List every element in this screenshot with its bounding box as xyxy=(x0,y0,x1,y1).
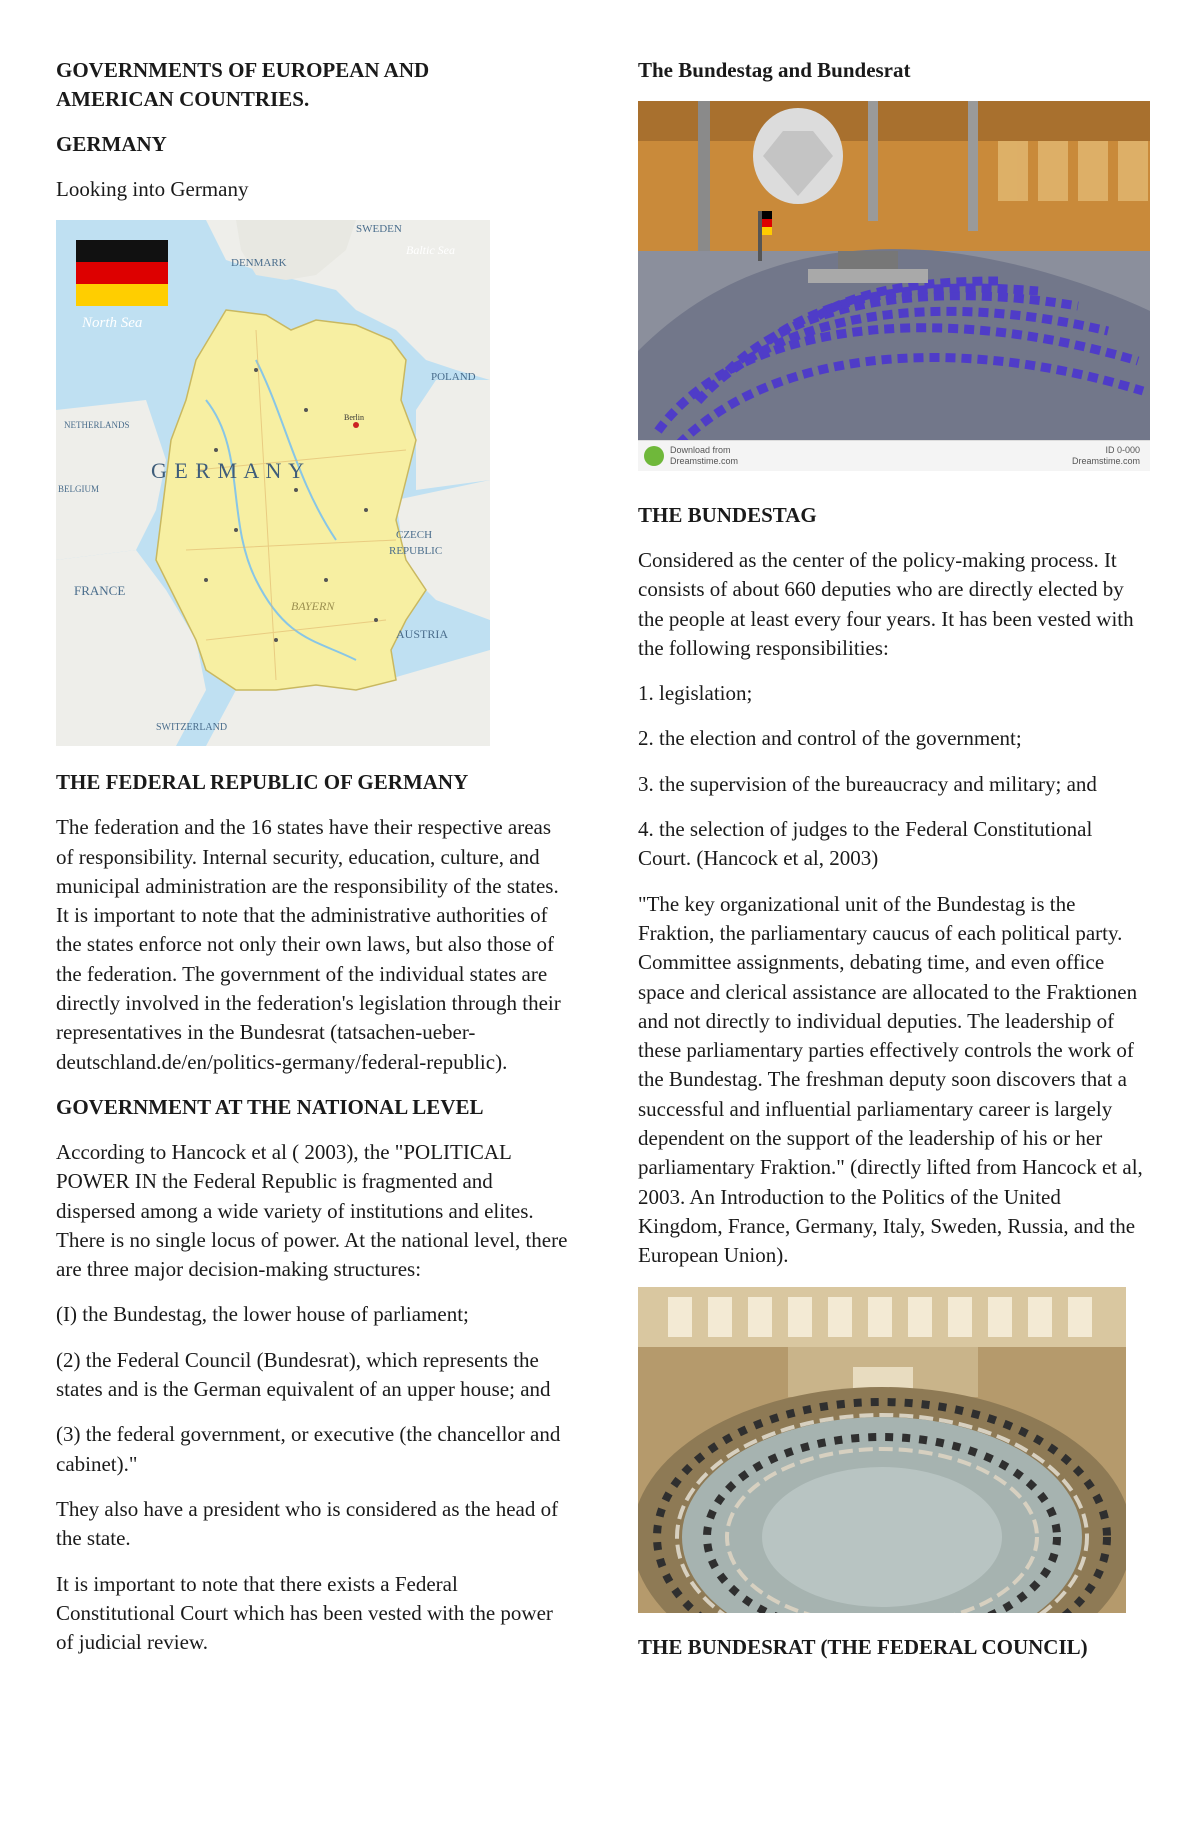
bundestag-heading: THE BUNDESTAG xyxy=(638,503,817,527)
map-label-austria: AUSTRIA xyxy=(396,627,449,642)
map-label-bayern: BAYERN xyxy=(291,599,335,614)
bundesrat-photo xyxy=(638,1287,1126,1613)
bundestag-photo xyxy=(638,101,1150,471)
dreamstime-logo-icon xyxy=(644,446,664,466)
structure-item-1: (I) the Bundestag, the lower house of parliament; xyxy=(56,1302,469,1327)
responsibility-2: 2. the election and control of the government; xyxy=(638,726,1022,751)
bundesrat-heading: THE BUNDESRAT (THE FEDERAL COUNCIL) xyxy=(638,1634,1088,1659)
court-paragraph: It is important to note that there exists a Federal Constitutional Court which has been vested with the power of judicial review. xyxy=(56,1571,553,1655)
germany-map-graphic xyxy=(56,220,490,746)
watermark-text xyxy=(670,445,738,467)
bundesrat-photo-graphic xyxy=(638,1287,1126,1613)
map-label-belgium: BELGIUM xyxy=(58,484,99,495)
map-label-netherlands: NETHERLANDS xyxy=(64,420,130,431)
map-label-france: FRANCE xyxy=(74,583,126,599)
structure-item-3: (3) the federal government, or executive (the chancellor and cabinet)." xyxy=(56,1422,561,1476)
bundestag-bundesrat-heading: The Bundestag and Bundesrat xyxy=(638,58,911,82)
intro-text: Looking into Germany xyxy=(56,177,249,201)
watermark-line-2: Dreamstime.com xyxy=(670,456,739,466)
national-level-paragraph: According to Hancock et al ( 2003), the "POLITICAL POWER IN the Federal Republic is fragmented and dispersed among a wide variety of institutions and elites. There is no single locus of power. At the national level, there are three major decision-making structures: xyxy=(56,1139,568,1282)
country-heading: GERMANY xyxy=(56,132,167,156)
responsibility-1: 1. legislation; xyxy=(638,681,753,706)
map-label-baltic: Baltic Sea xyxy=(406,243,455,258)
watermark-line-1: Download from xyxy=(670,445,731,455)
responsibility-4: 4. the selection of judges to the Federal Constitutional Court. (Hancock et al, 2003) xyxy=(638,817,1093,871)
map-label-north-sea: North Sea xyxy=(82,315,143,332)
frg-paragraph: The federation and the 16 states have their respective areas of responsibility. Internal security, education, culture, and municipal administration are the responsibility of the states. It is important to note that the administrative authorities of the states enforce not only their own laws, but also those of the federation. The government of the individual states are directly involved in the federation's legislation through their representatives in the Bundesrat (tatsachen-ueber-deutschland.de/en/politics-germany/federal-republic). xyxy=(56,815,561,1074)
map-label-poland: POLAND xyxy=(431,371,476,384)
watermark-id-2: Dreamstime.com xyxy=(1071,456,1140,466)
map-label-republic: REPUBLIC xyxy=(389,545,443,558)
title-line-1: GOVERNMENTS OF EUROPEAN AND xyxy=(56,58,430,82)
bundestag-paragraph: Considered as the center of the policy-making process. It consists of about 660 deputies who are directly elected by the people at least every four years. It has been vested with the following responsibilities: xyxy=(638,548,1134,660)
fraktion-paragraph: "The key organizational unit of the Bundestag is the Fraktion, the parliamentary caucus of each political party. Committee assignments, debating time, and even office space and clerical assistance are allocated to the Fraktionen and not directly to individual deputies. The leadership of these parliamentary parties effectively controls the work of the Bundestag. The freshman deputy soon discovers that a successful and influential parliamentary career is largely dependent on the support of the leadership of his or her parliamentary Fraktion." (directly lifted from Hancock et al, 2003. An Introduction to the Politics of the United Kingdom, France, Germany, Italy, Sweden, Russia, and the European Union). xyxy=(638,891,1143,1268)
germany-map xyxy=(56,220,490,746)
map-label-denmark: DENMARK xyxy=(231,257,287,270)
national-level-heading: GOVERNMENT AT THE NATIONAL LEVEL xyxy=(56,1094,484,1119)
map-label-czech: CZECH xyxy=(396,529,433,542)
map-label-berlin: Berlin xyxy=(344,413,364,423)
right-column xyxy=(638,56,1148,1678)
frg-heading: THE FEDERAL REPUBLIC OF GERMANY xyxy=(56,770,469,795)
watermark-id-1: ID 0-000 xyxy=(1105,445,1140,455)
document-title xyxy=(56,56,572,114)
title-line-2: AMERICAN COUNTRIES. xyxy=(56,87,310,111)
responsibility-3: 3. the supervision of the bureaucracy and military; and xyxy=(638,771,1097,796)
president-paragraph: They also have a president who is considered as the head of the state. xyxy=(56,1496,559,1551)
bundestag-photo-graphic xyxy=(638,101,1150,471)
watermark-id xyxy=(1072,445,1140,467)
photo-watermark xyxy=(638,440,1150,471)
map-label-germany: G E R M A N Y xyxy=(151,458,305,484)
left-column xyxy=(56,56,572,1673)
map-label-switzerland: SWITZERLAND xyxy=(156,722,228,734)
map-label-sweden: SWEDEN xyxy=(356,223,402,236)
structure-item-2: (2) the Federal Council (Bundesrat), which represents the states and is the German equivalent of an upper house; and xyxy=(56,1347,551,1402)
